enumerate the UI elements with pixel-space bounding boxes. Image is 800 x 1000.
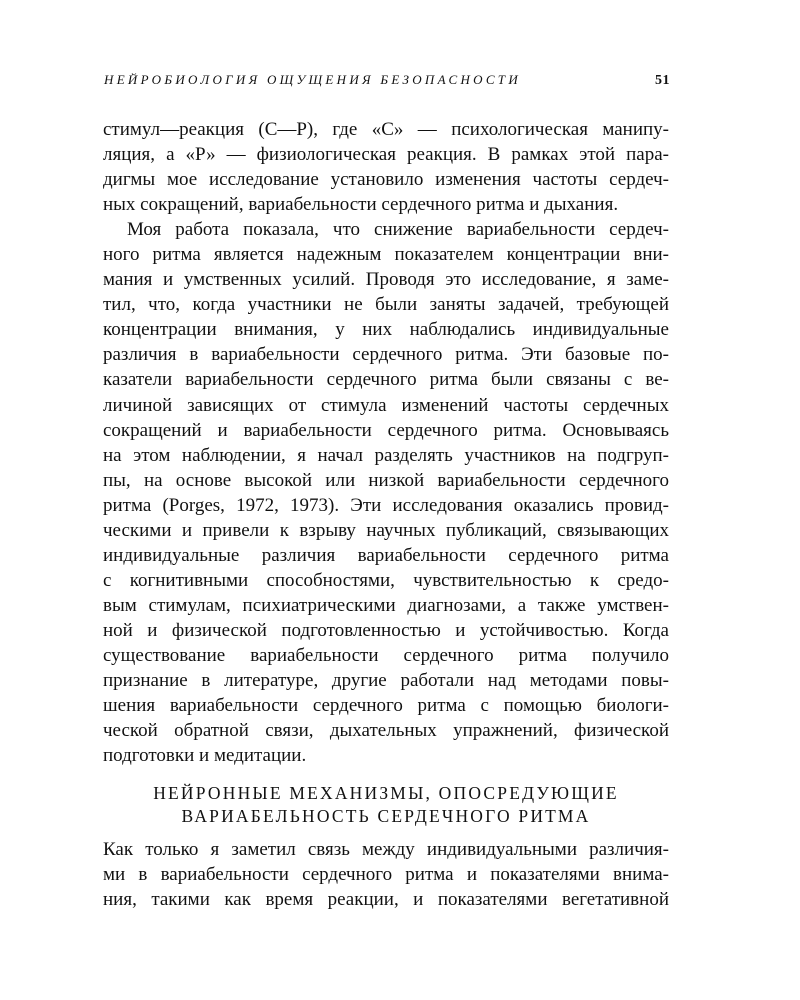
text-line: существование вариабельности сердечного ритма получило: [103, 644, 669, 666]
text-line: ной и физической подготовленностью и устойчивостью. Когда: [103, 619, 669, 641]
text-line: с когнитивными способностями, чувствительностью к средо-: [103, 569, 669, 591]
text-line: стимул—реакция (С—Р), где «С» — психологическая манипу-: [103, 119, 669, 140]
body-text: [103, 117, 669, 768]
section-heading: [103, 782, 669, 828]
text-line: пы, на основе высокой или низкой вариабельности сердечного: [103, 469, 669, 491]
text-line: ритма (Porges, 1972, 1973). Эти исследования оказались провид-: [103, 494, 669, 516]
text-line: вым стимулам, психиатрическими диагнозами, а также умствен-: [103, 594, 669, 616]
text-line: ния, такими как время реакции, и показателями вегетативной: [103, 889, 669, 911]
text-line: дигмы мое исследование установило изменения частоты сердеч-: [103, 169, 669, 191]
text-line: тил, что, когда участники не были заняты задачей, требующей: [103, 294, 669, 316]
text-line: Моя работа показала, что снижение вариабельности сердеч-: [127, 219, 669, 241]
text-line: ного ритма является надежным показателем концентрации вни-: [103, 244, 669, 266]
text-line: различия в вариабельности сердечного ритма. Эти базовые по-: [103, 344, 669, 366]
page-number: 51: [655, 73, 670, 88]
running-title: НЕЙРОБИОЛОГИЯ ОЩУЩЕНИЯ БЕЗОПАСНОСТИ: [104, 72, 522, 87]
text-line: концентрации внимания, у них наблюдались индивидуальные: [103, 319, 669, 341]
text-line: подготовки и медитации.: [103, 745, 307, 767]
text-line: казатели вариабельности сердечного ритма были связаны с ве-: [103, 369, 669, 391]
text-line: сокращений и вариабельности сердечного ритма. Основываясь: [103, 419, 669, 441]
text-line: мания и умственных усилий. Проводя это исследование, я заме-: [103, 269, 669, 291]
text-line: Как только я заметил связь между индивидуальными различия-: [103, 839, 669, 860]
section-body-text: [103, 837, 669, 912]
text-line: шения вариабельности сердечного ритма с помощью биологи-: [103, 695, 669, 717]
text-line: ляция, а «Р» — физиологическая реакция. В рамках этой пара-: [103, 144, 669, 166]
text-line: на этом наблюдении, я начал разделять участников на подгруп-: [103, 444, 669, 466]
text-line: ческими и привели к взрыву научных публикаций, связывающих: [103, 519, 669, 541]
text-line: признание в литературе, другие работали над методами повы-: [103, 670, 669, 692]
section-heading-line: НЕЙРОННЫЕ МЕХАНИЗМЫ, ОПОСРЕДУЮЩИЕ: [153, 783, 619, 803]
text-line: индивидуальные различия вариабельности сердечного ритма: [103, 544, 669, 566]
section-heading-line: ВАРИАБЕЛЬНОСТЬ СЕРДЕЧНОГО РИТМА: [181, 806, 591, 826]
text-line: ми в вариабельности сердечного ритма и показателями внима-: [103, 864, 669, 886]
text-line: личиной зависящих от стимула изменений частоты сердечных: [103, 394, 669, 416]
text-line: ных сокращений, вариабельности сердечного ритма и дыхания.: [103, 194, 619, 216]
text-line: ческой обратной связи, дыхательных упражнений, физической: [103, 720, 669, 742]
running-header: [104, 72, 670, 92]
